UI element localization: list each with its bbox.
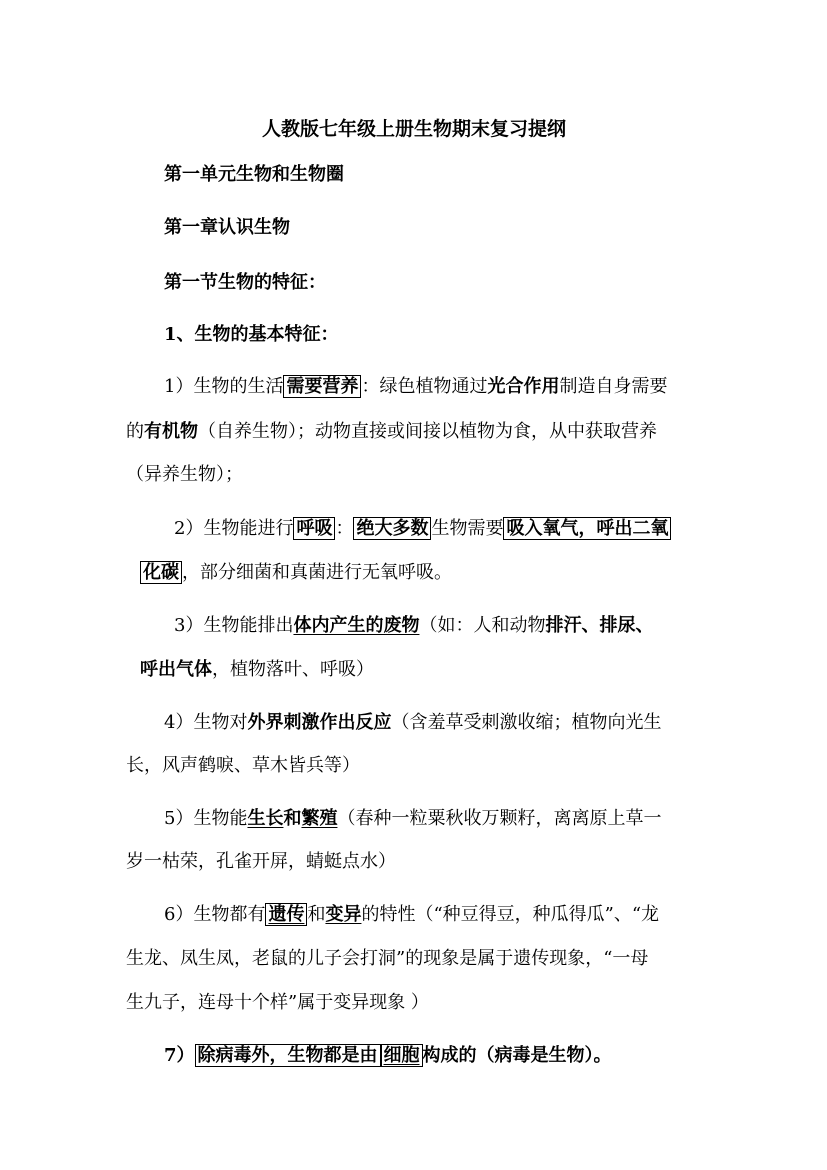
- para1-line2: 的有机物（自养生物）；动物直接或间接以植物为食，从中获取营养: [126, 421, 657, 442]
- boxed-term: 绝大多数: [353, 517, 431, 540]
- boxed-term: 除病毒外，生物都是由: [195, 1044, 381, 1067]
- unit-heading: 第一单元生物和生物圈: [164, 164, 344, 185]
- para1-line3: （异养生物）；: [126, 464, 243, 485]
- para2-line1: 2）生物能进行 呼吸 ： 绝大多数 生物需要 吸入氧气，呼出二氧: [174, 514, 671, 540]
- boxed-term: 吸入氧气，呼出二氧: [503, 517, 671, 540]
- para7-line1: 7） 除病毒外，生物都是由 细胞 构成的（病毒是生物）。: [164, 1045, 612, 1066]
- para6-line3: 生九子，连母十个样”属于变异现象 ）: [126, 992, 429, 1013]
- para6-line2: 生龙、凤生凤，老鼠的儿子会打洞”的现象是属于遗传现象，“一母: [126, 948, 649, 969]
- para4-line1: 4）生物对外界刺激作出反应（含羞草受刺激收缩；植物向光生: [164, 712, 662, 733]
- para1-line1: 1）生物的生活 需要营养 ：绿色植物通过光合作用制造自身需要: [164, 376, 668, 397]
- boxed-term: 呼吸: [293, 517, 335, 540]
- para5-line2: 岁一枯荣，孔雀开屏，蜻蜓点水）: [126, 851, 396, 872]
- para6-line1: 6）生物都有 遗传 和变异的特性（“种豆得豆，种瓜得瓜”、“龙: [164, 904, 660, 925]
- boxed-term: 遗传: [265, 903, 307, 926]
- boxed-term: 细胞: [381, 1044, 423, 1067]
- page-title: 人教版七年级上册生物期末复习提纲: [262, 118, 567, 140]
- heading-basic-features: 1、生物的基本特征：: [164, 324, 339, 345]
- boxed-term: 需要营养: [283, 375, 361, 398]
- para4-line2: 长，风声鹤唳、草木皆兵等）: [126, 755, 360, 776]
- section-heading: 第一节生物的特征：: [164, 272, 326, 293]
- para3-line2: 呼出气体，植物落叶、呼吸）: [140, 659, 374, 680]
- para5-line1: 5）生物能生长和繁殖（春种一粒粟秋收万颗籽，离离原上草一: [164, 808, 662, 829]
- chapter-heading: 第一章认识生物: [164, 217, 290, 238]
- para3-line1: 3）生物能排出体内产生的废物（如：人和动物排汗、排尿、: [174, 615, 654, 636]
- boxed-term: 化碳: [140, 561, 182, 584]
- para2-line2: 化碳 ，部分细菌和真菌进行无氧呼吸。: [140, 558, 452, 584]
